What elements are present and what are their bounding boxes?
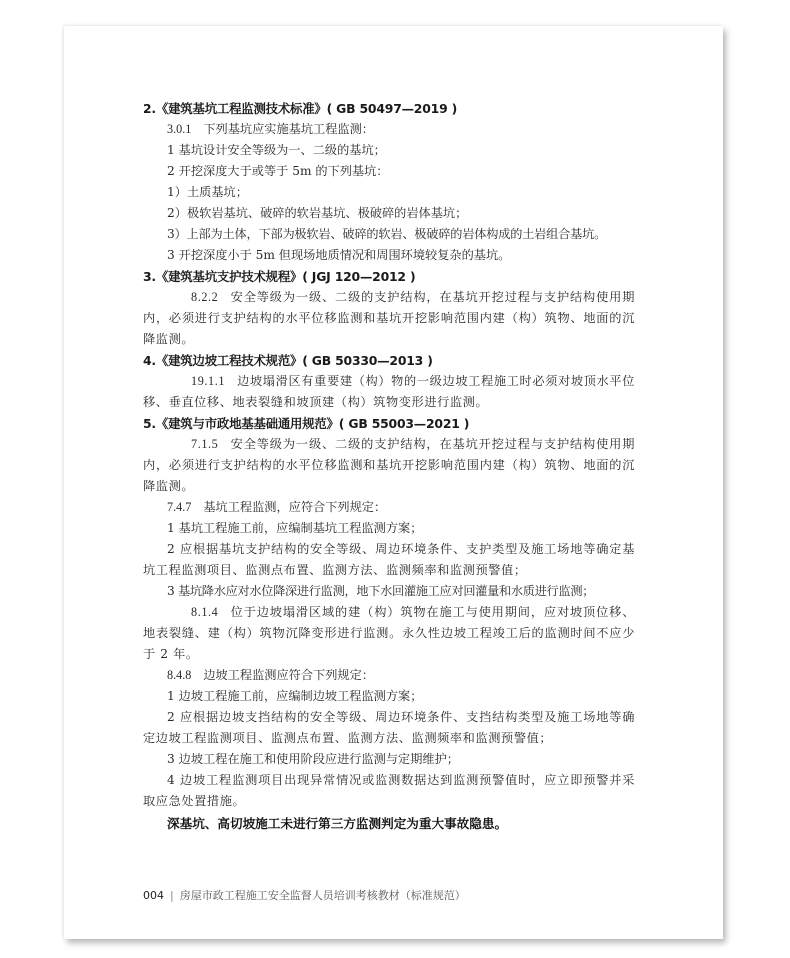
clause-number: 19.1.1	[191, 374, 226, 388]
clause-number: 8.2.2	[191, 290, 219, 304]
page-footer	[143, 887, 466, 903]
section-heading: 2.《建筑基坑工程监测技术标准》( GB 50497—2019 )	[143, 101, 458, 116]
clause	[143, 434, 635, 497]
list-item: 3）上部为土体，下部为极软岩、破碎的软岩、极破碎的岩体构成的土岩组合基坑。	[167, 227, 607, 241]
section-heading: 5.《建筑与市政地基基础通用规范》( GB 55003—2021 )	[143, 416, 470, 431]
clause	[143, 497, 635, 518]
clause-text: 安全等级为一级、二级的支护结构，在基坑开挖过程与支护结构使用期内，必须进行支护结构的水平位移监测和基坑开挖影响范围内建（构）筑物、地面的沉降监测。	[143, 290, 635, 346]
list-item: 1 边坡工程施工前，应编制边坡工程监测方案；	[167, 689, 423, 703]
page-content	[143, 98, 635, 836]
clause-number: 3.0.1	[167, 122, 192, 136]
clause	[143, 119, 635, 140]
clause-text: 边坡工程监测应符合下列规定：	[203, 668, 374, 682]
clause-number: 8.1.4	[191, 605, 219, 619]
clause-text: 位于边坡塌滑区域的建（构）筑物在施工与使用期间，应对坡顶位移、地表裂缝、建（构）筑物沉降变形进行监测。永久性边坡工程竣工后的监测时间不应少于 2 年。	[143, 605, 635, 661]
page-number: 004	[143, 889, 164, 902]
footer-separator: |	[170, 889, 174, 902]
clause-number: 7.4.7	[167, 500, 192, 514]
section-heading: 3.《建筑基坑支护技术规程》( JGJ 120—2012 )	[143, 269, 416, 284]
clause	[143, 665, 635, 686]
list-item: 4 边坡工程监测项目出现异常情况或监测数据达到监测预警值时，应立即预警并采取应急处置措施。	[143, 773, 635, 808]
clause-number: 8.4.8	[167, 668, 192, 682]
clause-text: 基坑工程监测，应符合下列规定：	[203, 500, 387, 514]
clause-number: 7.1.5	[191, 437, 219, 451]
book-title: 房屋市政工程施工安全监督人员培训考核教材（标准规范）	[179, 889, 466, 902]
list-item: 2）极软岩基坑、破碎的软岩基坑、极破碎的岩体基坑；	[167, 206, 468, 220]
document-page	[64, 26, 723, 939]
list-item: 3 边坡工程在施工和使用阶段应进行监测与定期维护；	[167, 752, 459, 766]
list-item: 1）土质基坑；	[167, 185, 248, 199]
clause	[143, 602, 635, 665]
emphasis-statement: 深基坑、高切坡施工未进行第三方监测判定为重大事故隐患。	[167, 816, 508, 831]
list-item: 3 开挖深度小于 5m 但现场地质情况和周围环境较复杂的基坑。	[167, 248, 511, 262]
clause-text: 下列基坑应实施基坑工程监测：	[203, 122, 374, 136]
list-item: 2 应根据边坡支挡结构的安全等级、周边环境条件、支挡结构类型及施工场地等确定边坡工程监测项目、监测点布置、监测方法、监测频率和监测预警值；	[143, 710, 635, 745]
clause-text: 边坡塌滑区有重要建（构）物的一级边坡工程施工时必须对坡顶水平位移、垂直位移、地表裂缝和坡顶建（构）筑物变形进行监测。	[143, 374, 635, 409]
list-item: 1 基坑设计安全等级为一、二级的基坑；	[167, 143, 386, 157]
list-item: 2 开挖深度大于或等于 5m 的下列基坑：	[167, 164, 389, 178]
clause	[143, 371, 635, 413]
clause	[143, 287, 635, 350]
section-heading: 4.《建筑边坡工程技术规范》( GB 50330—2013 )	[143, 353, 433, 368]
clause-text: 安全等级为一级、二级的支护结构，在基坑开挖过程与支护结构使用期内，必须进行支护结构的水平位移监测和基坑开挖影响范围内建（构）筑物、地面的沉降监测。	[143, 437, 635, 493]
list-item: 3 基坑降水应对水位降深进行监测，地下水回灌施工应对回灌量和水质进行监测；	[167, 584, 595, 598]
list-item: 2 应根据基坑支护结构的安全等级、周边环境条件、支护类型及施工场地等确定基坑工程监测项目、监测点布置、监测方法、监测频率和监测预警值；	[143, 542, 635, 577]
list-item: 1 基坑工程施工前，应编制基坑工程监测方案；	[167, 521, 423, 535]
